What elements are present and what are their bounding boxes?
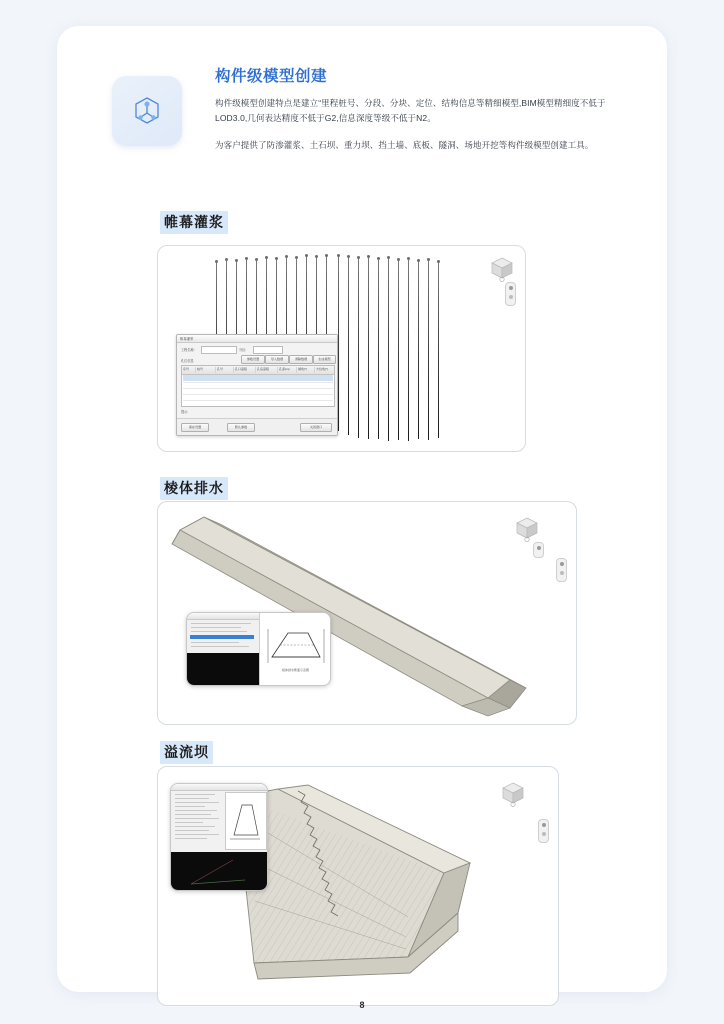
dialog-field-label-1: 分区:	[239, 348, 247, 352]
view-cube-icon[interactable]	[514, 516, 536, 538]
header-paragraph-2: 为客户提供了防渗灌浆、土石坝、重力坝、挡土墙、底板、隧洞、场地开挖等构件级模型创建工具。	[215, 139, 594, 150]
inset-viewport-dark	[171, 852, 267, 890]
table-header-0: 序号	[182, 367, 196, 373]
dialog-footer-bar	[177, 418, 337, 435]
component-node-icon-svg	[129, 93, 165, 129]
overflow-dam-parameter-dialog-screenshot[interactable]	[170, 783, 268, 891]
table-header-4: 孔底高程	[256, 367, 278, 373]
inset-preview-panel	[225, 792, 267, 850]
table-header-6: 倾角(°)	[297, 367, 315, 373]
navigation-bar-icon[interactable]	[505, 282, 516, 306]
dialog-field-input-1[interactable]	[253, 346, 283, 354]
inset-section-sketch	[260, 613, 330, 685]
dialog-button-0[interactable]: 参数设置	[241, 355, 265, 364]
table-header-3: 孔口高程	[234, 367, 256, 373]
section-label-curtain-grouting: 帷幕灌浆	[160, 211, 228, 234]
dialog-button-2[interactable]: 清除数据	[289, 355, 313, 364]
section-label-prism-drainage: 棱体排水	[160, 477, 228, 500]
header-text-block	[215, 64, 615, 153]
overflow-dam-figure	[157, 766, 559, 1006]
view-cube-icon[interactable]	[500, 781, 522, 803]
document-page	[57, 26, 667, 992]
grouting-parameter-dialog[interactable]	[176, 334, 338, 436]
dialog-footer-button-2[interactable]: 关闭窗口	[300, 423, 332, 432]
dialog-button-1[interactable]: 导入数据	[265, 355, 289, 364]
dialog-footer-note: 提示:	[181, 410, 189, 414]
table-header-row	[182, 366, 334, 375]
dialog-footer-button-0[interactable]: 保存设置	[181, 423, 209, 432]
prism-drainage-figure	[157, 501, 577, 725]
dialog-data-table[interactable]	[181, 365, 335, 407]
table-header-2: 孔号	[216, 367, 234, 373]
table-header-7: 方位角(°)	[316, 367, 329, 371]
curtain-grouting-figure	[157, 245, 526, 452]
view-cube-icon[interactable]	[489, 256, 511, 278]
table-header-1: 桩号	[196, 367, 216, 373]
dialog-field-input-0[interactable]	[201, 346, 237, 354]
dialog-section-note: 孔位信息	[181, 359, 194, 363]
page-title: 构件级模型创建	[215, 68, 328, 85]
dialog-button-3[interactable]: 生成模型	[313, 355, 336, 364]
svg-text:棱体排水断面示意图: 棱体排水断面示意图	[282, 668, 310, 672]
navigation-bar-icon[interactable]	[538, 819, 549, 843]
dialog-title: 帷幕灌浆	[177, 335, 337, 343]
navigation-bar-icon[interactable]	[533, 542, 544, 558]
section-label-overflow-dam: 溢流坝	[160, 741, 213, 764]
table-header-5: 孔深(m)	[278, 367, 297, 373]
dialog-footer-button-1[interactable]: 默认参数	[227, 423, 255, 432]
page-number: 8	[359, 1000, 365, 1010]
component-node-icon	[112, 76, 182, 146]
header-paragraph-1: 构件级模型创建特点是建立“里程桩号、分段、分块、定位、结构信息等精细模型,BIM模型精细度不低于LOD3.0,几何表达精度不低于G2,信息深度等级不低于N2。	[215, 98, 606, 123]
inset-dialog-panel	[187, 613, 260, 685]
dialog-field-label-0: 工程名称:	[181, 348, 195, 352]
table-row[interactable]	[183, 375, 333, 381]
drainage-parameter-dialog-screenshot[interactable]	[186, 612, 331, 686]
inset-dialog-panel	[171, 784, 267, 852]
page-header	[112, 54, 617, 154]
navigation-bar-icon-secondary[interactable]	[556, 558, 567, 582]
